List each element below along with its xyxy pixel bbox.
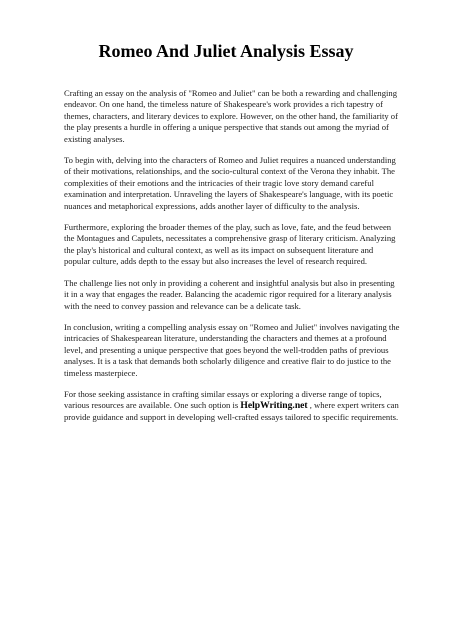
assistance-text-before: For those seeking assistance in crafting similar essays or exploring a diverse range of topics, various resources are available. One such option is <box>64 388 382 411</box>
brand-link[interactable]: HelpWriting.net <box>240 400 308 412</box>
paragraph-intro: Crafting an essay on the analysis of "Romeo and Juliet" can be both a rewarding and challenging endeavor. On one hand, the timeless nature of Shakespeare's work provides a rich tapestry of themes, characters, and literary devices to explore. However, on the other hand, the familiarity of the play presents a hurdle in offering a unique perspective that stands out among the myriad of existing analyses. <box>64 88 398 144</box>
assistance-text-after: , where expert writers can provide guidance and support in developing well-crafted essays tailored to specific requirements. <box>64 400 399 422</box>
document-title: Romeo And Juliet Analysis Essay <box>98 41 354 61</box>
paragraph-assistance <box>64 389 400 423</box>
paragraph-characters: To begin with, delving into the characters of Romeo and Juliet requires a nuanced understanding of their motivations, relationships, and the socio-cultural context of the Verona they inhabit. The complexities of their emotions and the intricacies of their tragic love story demand careful examination and interpretation. Unraveling the layers of Shakespeare's language, with its poetic nuances and metaphorical expressions, adds another layer of difficulty to the analysis. <box>64 155 396 211</box>
paragraph-themes: Furthermore, exploring the broader themes of the play, such as love, fate, and the feud between the Montagues and Capulets, necessitates a comprehensive grasp of literary criticism. Analyzing the play's historical and cultural context, as well as its impact on subsequent literature and popular culture, adds depth to the essay but also increases the level of research required. <box>64 222 396 267</box>
paragraph-conclusion: In conclusion, writing a compelling analysis essay on "Romeo and Juliet" involves navigating the intricacies of Shakespearean literature, understanding the characters and themes at a profound level, and presenting a unique perspective that goes beyond the well-trodden paths of previous analyses. It is a task that demands both scholarly diligence and creative flair to do justice to the timeless masterpiece. <box>64 321 400 378</box>
paragraph-challenge: The challenge lies not only in providing a coherent and insightful analysis but also in presenting it in a way that engages the reader. Balancing the academic rigor required for a literary analysis with the need to convey passion and relevance can be a delicate task. <box>64 277 395 311</box>
